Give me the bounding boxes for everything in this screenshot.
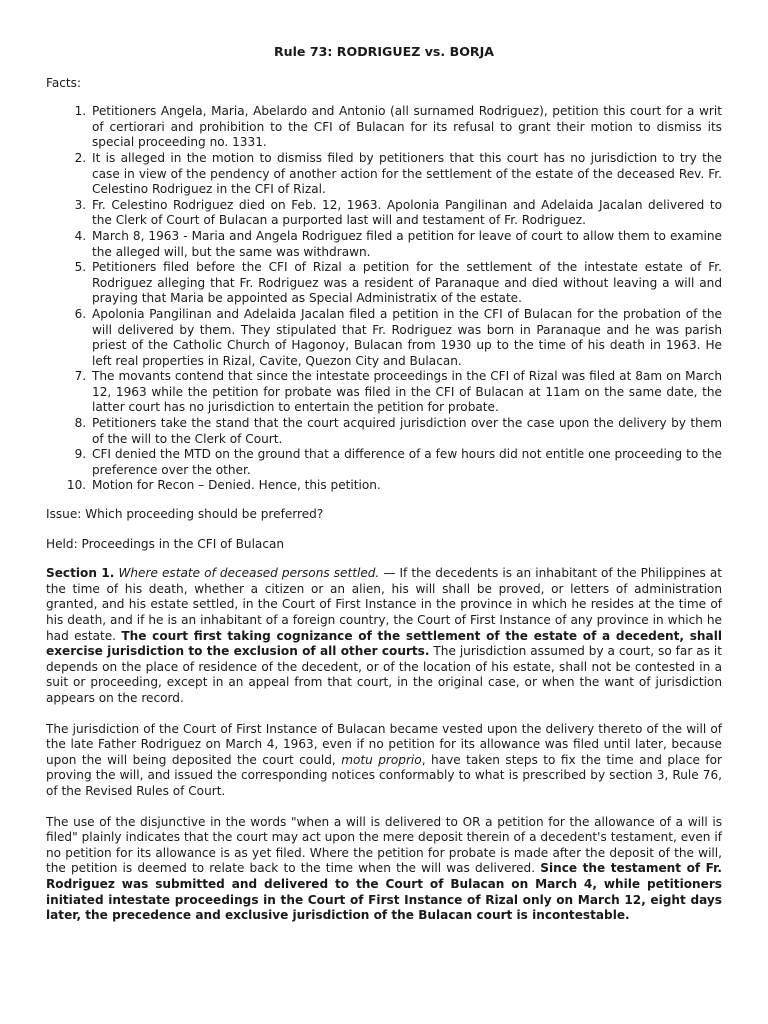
fact-item: 5. Petitioners filed before the CFI of Rizal a petition for the settlement of the intestate estate of Fr. Rodriguez alleging that Fr. Rodriguez was a resident of Paranaque and died without leaving a will and praying that Maria be appointed as Special Administratix of the estate. [90, 260, 722, 307]
section-text-2: The jurisdiction assumed by a court, so far as it depends on the place of residence of the decedent, or of the location of his estate, shall not be contested in a suit or proceeding, except in an appeal from that court, in the original case, or when the want of jurisdiction appears on the record. [46, 644, 722, 705]
para3-text-1: The use of the disjunctive in the words "when a will is delivered to OR a petition for the allowance of a will is filed" plainly indicates that the court may act upon the mere deposit therein of a decedent's testament, even if no petition for its allowance is as yet filed. Where the petition for probate is made after the deposit of the will, the petition is deemed to relate back to the time when the will was delivered. [46, 814, 722, 876]
para2-text-2: , have taken steps to fix the time and place for proving the will, and issued the corresponding notices conformably to what is prescribed by section 3, Rule 76, of the Revised Rules of Court. [46, 752, 722, 798]
fact-item: 6. Apolonia Pangilinan and Adelaida Jacalan filed a petition in the CFI of Bulacan for the probation of the will delivered by them. They stipulated that Fr. Rodriguez was born in Paranaque and he was parish priest of the Catholic Church of Hagonoy, Bulacan from 1930 up to the time of his death in 1963. He left real properties in Rizal, Cavite, Quezon City and Bulacan. [90, 307, 722, 369]
section-1-paragraph [46, 566, 722, 706]
section-text-1: — If the decedents is an inhabitant of the Philippines at the time of his death, whether a citizen or an alien, his will shall be proved, or letters of administration granted, and his estate settled, in the Court of First Instance in the province in which he resides at the time of his death, and if he is an inhabitant of a foreign country, the Court of First Instance of any province in which he had estate. [46, 566, 722, 643]
issue-statement: Issue: Which proceeding should be preferred? [46, 507, 324, 522]
fact-item: 9. CFI denied the MTD on the ground that a difference of a few hours did not entitle one proceeding to the preference over the other. [90, 447, 722, 478]
fact-item: 8. Petitioners take the stand that the court acquired jurisdiction over the case upon the delivery by them of the will to the Clerk of Court. [90, 416, 722, 447]
fact-item: 3. Fr. Celestino Rodriguez died on Feb. 12, 1963. Apolonia Pangilinan and Adelaida Jacalan delivered to the Clerk of Court of Bulacan a purported last will and testament of Fr. Rodriguez. [90, 198, 722, 229]
fact-item: 7. The movants contend that since the intestate proceedings in the CFI of Rizal was filed at 8am on March 12, 1963 while the petition for probate was filed in the CFI of Bulacan at 11am on the same date, the latter court has no jurisdiction to entertain the petition for probate. [90, 369, 722, 416]
para2-italic: motu proprio [341, 752, 422, 767]
para2-text-1: The jurisdiction of the Court of First Instance of Bulacan became vested upon the delivery thereto of the will of the late Father Rodriguez on March 4, 1963, even if no petition for its allowance was filed until later, because upon the will being deposited the court could, [46, 721, 722, 767]
section-bold-text: The court first taking cognizance of the settlement of the estate of a decedent, shall exercise jurisdiction to the exclusion of all other courts. [46, 628, 722, 659]
jurisdiction-paragraph [46, 722, 722, 800]
held-statement: Held: Proceedings in the CFI of Bulacan [46, 536, 285, 551]
section-heading: Section 1. [46, 566, 115, 581]
fact-item: 4. March 8, 1963 - Maria and Angela Rodriguez filed a petition for leave of court to allow them to examine the alleged will, but the same was withdrawn. [90, 229, 722, 260]
fact-item: 2. It is alleged in the motion to dismiss filed by petitioners that this court has no jurisdiction to try the case in view of the pendency of another action for the settlement of the estate of the deceased Rev. Fr. Celestino Rodriguez in the CFI of Rizal. [90, 151, 722, 198]
fact-item: 1. Petitioners Angela, Maria, Abelardo and Antonio (all surnamed Rodriguez), petition this court for a writ of certiorari and prohibition to the CFI of Bulacan for its refusal to grant their motion to dismiss its special proceeding no. 1331. [90, 104, 722, 151]
fact-item: 10. Motion for Recon – Denied. Hence, this petition. [90, 478, 722, 494]
document-title: Rule 73: RODRIGUEZ vs. BORJA [273, 44, 495, 59]
section-italic-title: Where estate of deceased persons settled. [118, 566, 380, 581]
para3-bold-text: Since the testament of Fr. Rodriguez was submitted and delivered to the Court of Bulacan on March 4, while petitioners initiated intestate proceedings in the Court of First Instance of Rizal only on March 12, eight days later, the precedence and exclusive jurisdiction of the Bulacan court is incontestable. [46, 861, 722, 923]
disjunctive-paragraph [46, 815, 722, 924]
facts-label: Facts: [46, 75, 82, 90]
facts-list [46, 104, 722, 494]
